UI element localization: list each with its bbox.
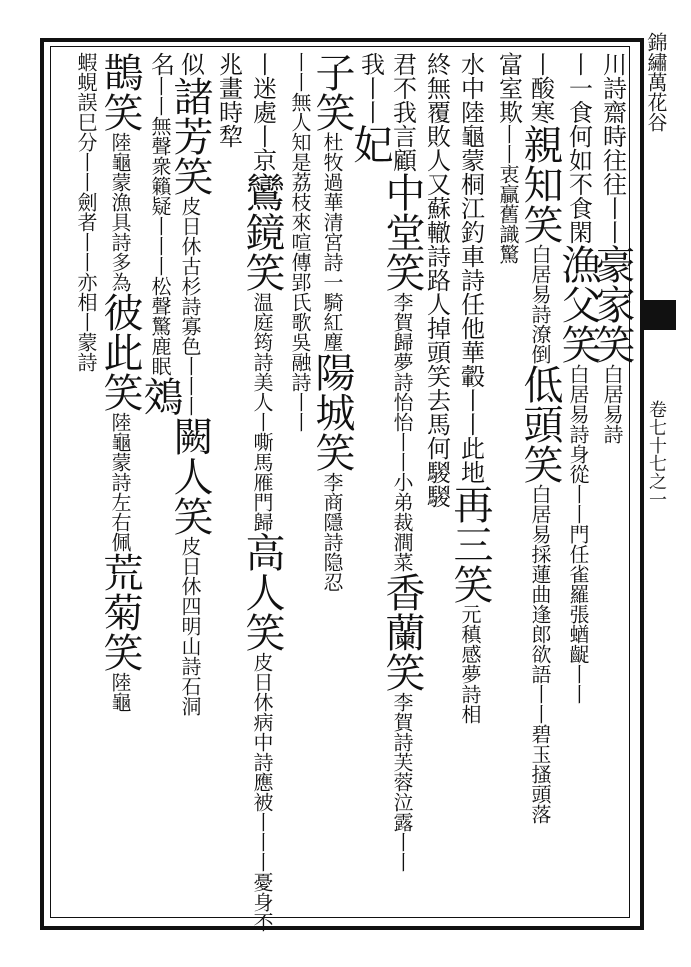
column-6-segment-1: 終無覆敗人又蘇轍詩路人掉頭笑去馬何騣騣 xyxy=(422,52,451,508)
column-2-segment-1: 丨一食何如不食閑 xyxy=(564,52,593,244)
column-11-segment-2: 丨京 xyxy=(248,124,277,172)
column-1-segment-4: 白居易詩 xyxy=(600,364,624,444)
column-13-segment-3: 皮日休古杉詩寡色丨丨丨 xyxy=(178,196,202,416)
column-1-segment-1: 川詩齋時往往 xyxy=(598,52,627,196)
column-16-segment-3: 蒙詩 xyxy=(74,332,98,372)
column-13-segment-5: 皮日休四明山詩石洞 xyxy=(178,536,202,716)
column-11-segment-6: 皮日休病中詩應被丨丨丨憂身不 xyxy=(250,652,274,932)
margin-vol-label: 卷七十七之一 xyxy=(646,400,667,508)
column-9-segment-1: 子笑 xyxy=(309,52,355,132)
column-2-segment-4: 蝤齪丨丨 xyxy=(566,624,590,704)
column-15-segment-2: 陸龜蒙漁具詩多為 xyxy=(108,132,132,292)
text-column-5 xyxy=(447,52,493,724)
column-9-segment-3: 陽城笑 xyxy=(309,352,355,472)
column-14-segment-4: 鵁 xyxy=(137,376,183,416)
text-column-7 xyxy=(379,52,425,872)
column-8-segment-1: 我丨丨 xyxy=(356,52,385,124)
column-15-segment-6: 陸龜 xyxy=(108,672,132,712)
margin-title xyxy=(636,32,676,132)
column-13-segment-2: 諸芳笑 xyxy=(167,76,213,196)
column-16-segment-2: 劍者丨丨亦相丨 xyxy=(74,192,98,332)
column-3-segment-2: 親知笑 xyxy=(517,124,563,244)
column-3-segment-1: 丨酸寒 xyxy=(526,52,555,124)
text-column-10 xyxy=(283,52,317,432)
text-column-9 xyxy=(309,52,355,592)
column-13-segment-4: 闕人笑 xyxy=(167,416,213,536)
text-column-2 xyxy=(555,52,601,704)
column-5-segment-2: 再三笑 xyxy=(447,484,493,604)
column-7-segment-4: 香蘭笑 xyxy=(379,572,425,692)
column-7-segment-1: 君不我言顧 xyxy=(388,52,417,172)
text-column-3 xyxy=(517,52,563,824)
column-11-segment-1: 丨迷處 xyxy=(248,52,277,124)
column-9-segment-2: 杜牧過華清宮詩一騎紅塵 xyxy=(320,132,344,352)
column-3-segment-4: 低頭笑 xyxy=(517,364,563,484)
margin-volume xyxy=(636,400,676,508)
text-column-16 xyxy=(69,52,103,372)
text-column-14 xyxy=(137,52,183,416)
column-1-segment-3: 豪家笑 xyxy=(589,244,635,364)
column-11-segment-5: 高人笑 xyxy=(239,532,285,652)
column-15-segment-5: 荒菊笑 xyxy=(97,552,143,672)
column-5-segment-3: 元稹感夢詩相 xyxy=(458,604,482,724)
column-15-segment-3: 彼此笑 xyxy=(97,292,143,412)
text-column-11 xyxy=(239,52,285,932)
column-7-segment-5: 李賀詩芙蓉泣露丨丨 xyxy=(390,692,414,872)
column-1-segment-2: 丨丨 xyxy=(598,196,627,244)
column-14-segment-3: 丨丨丨松聲驚鹿眠 xyxy=(148,216,172,376)
margin-block-mark xyxy=(640,300,676,330)
column-10-segment-2: 喧傳郢氏歌吳融詩丨丨 xyxy=(288,232,312,432)
column-11-segment-4: 温庭筠詩美人丨嘶馬雁門歸 xyxy=(250,292,274,532)
column-14-segment-2: 丨丨無聲衆籟疑 xyxy=(148,76,172,216)
margin-top-label: 錦繡萬花谷 xyxy=(644,32,668,132)
column-16-segment-1: 蝦蜆誤巳分丨丨 xyxy=(74,52,98,192)
column-7-segment-2: 中堂笑 xyxy=(379,172,425,292)
column-5-segment-1: 水中陸龜蒙桐江釣車詩任他華轂丨丨此地 xyxy=(456,52,485,484)
column-4-segment-2: 丨丨衷贏舊識驚 xyxy=(496,124,520,264)
column-4-segment-1: 富室欺 xyxy=(494,52,523,124)
column-7-segment-3: 李賀歸夢詩怡怡丨丨小弟裁澗菜 xyxy=(390,292,414,572)
text-column-4 xyxy=(491,52,525,264)
text-column-8 xyxy=(347,52,393,164)
text-column-12 xyxy=(211,52,245,148)
column-12-segment-1: 兆畫時犂 xyxy=(214,52,243,148)
column-3-segment-5: 白居易採蓮曲逢郎欲語丨丨碧玉搔頭落 xyxy=(528,484,552,824)
column-2-segment-3: 白居易詩身從丨丨門任雀羅張 xyxy=(566,364,590,624)
column-11-segment-3: 鸞鏡笑 xyxy=(239,172,285,292)
column-2-segment-2: 漁父笑 xyxy=(555,244,601,364)
column-8-segment-2: 妃 xyxy=(347,124,393,164)
column-15-segment-1: 鵲笑 xyxy=(97,52,143,132)
column-15-segment-4: 陸龜蒙詩左右佩 xyxy=(108,412,132,552)
column-3-segment-3: 白居易詩潦倒 xyxy=(528,244,552,364)
text-column-15 xyxy=(97,52,143,712)
column-10-segment-1: 丨丨無人知是荔枝來 xyxy=(288,52,312,232)
column-9-segment-4: 李商隱詩隐忍 xyxy=(320,472,344,592)
column-13-segment-1: 似 xyxy=(176,52,205,76)
column-14-segment-1: 名 xyxy=(146,52,175,76)
